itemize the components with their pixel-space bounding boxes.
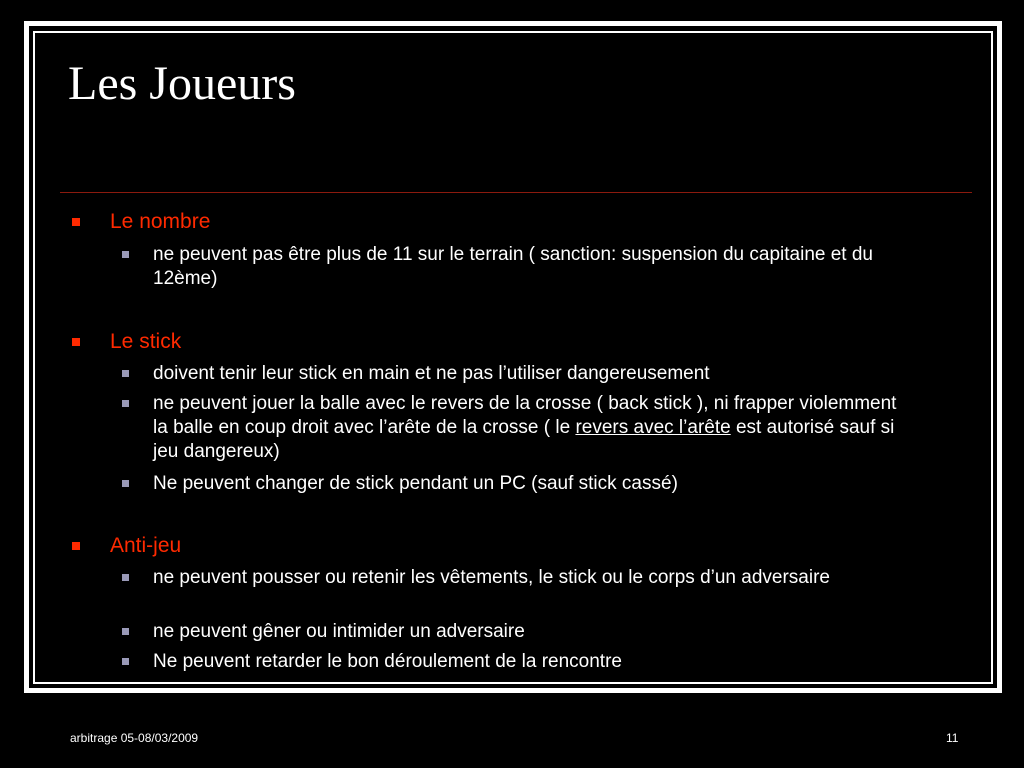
square-bullet-icon (122, 628, 129, 635)
list-item-text: ne peuvent pas être plus de 11 sur le terrain ( sanction: suspension du capitaine et du 12ème) (153, 244, 873, 289)
square-bullet-icon (122, 370, 129, 377)
square-bullet-icon (122, 480, 129, 487)
title-divider (60, 192, 972, 193)
list-item (153, 243, 913, 291)
section-heading-label: Anti-jeu (110, 534, 182, 557)
section-heading-label: Le nombre (110, 210, 211, 233)
section-heading-stick (110, 330, 181, 354)
square-bullet-icon (122, 574, 129, 581)
list-item-text: Ne peuvent retarder le bon déroulement de la rencontre (153, 651, 622, 672)
list-item-text: ne peuvent pousser ou retenir les vêtements, le stick ou le corps d’un adversaire (153, 567, 830, 588)
square-bullet-icon (122, 658, 129, 665)
list-item (153, 650, 913, 674)
list-item (153, 362, 913, 386)
list-item (153, 620, 913, 644)
list-item-text: ne peuvent gêner ou intimider un adversaire (153, 621, 525, 642)
underlined-term: revers avec l’arête (575, 417, 731, 438)
list-item (153, 392, 913, 464)
section-heading-label: Le stick (110, 330, 182, 353)
list-item-text: Ne peuvent changer de stick pendant un PC (sauf stick cassé) (153, 473, 678, 494)
slide-title: Les Joueurs (68, 57, 296, 110)
square-bullet-icon (72, 542, 80, 550)
footer-label: arbitrage 05-08/03/2009 (70, 731, 199, 745)
page-number: 11 (946, 731, 959, 745)
square-bullet-icon (72, 218, 80, 226)
list-item (153, 566, 913, 590)
section-heading-anti-jeu (110, 534, 181, 558)
square-bullet-icon (122, 400, 129, 407)
list-item (153, 472, 913, 496)
section-heading-nombre (110, 210, 210, 234)
square-bullet-icon (72, 338, 80, 346)
square-bullet-icon (122, 251, 129, 258)
list-item-text: doivent tenir leur stick en main et ne pas l’utiliser dangereusement (153, 363, 710, 384)
list-item-text-after: est autorisé sauf si jeu dangereux) (153, 417, 895, 462)
list-item-text-before: ne peuvent jouer la balle avec le revers de la crosse ( back stick ), ni frapper violemment la balle en coup droit avec l’arête de la crosse ( le (153, 393, 897, 438)
